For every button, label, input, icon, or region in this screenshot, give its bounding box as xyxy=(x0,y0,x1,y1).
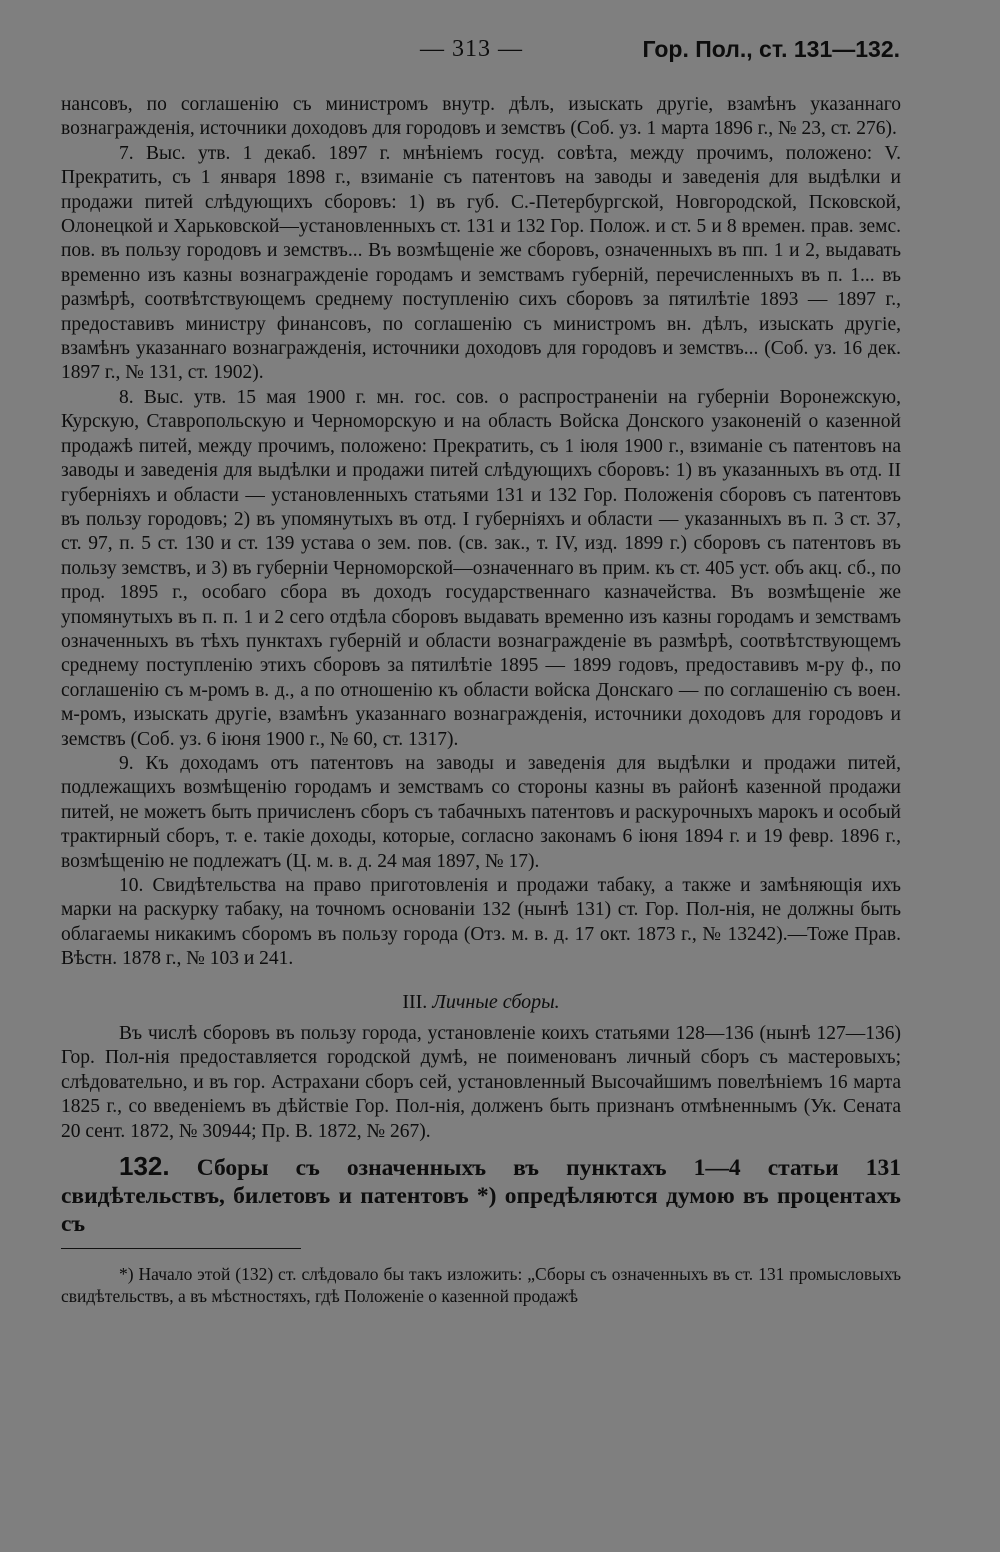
paragraph-10: 10. Свидѣтельства на право приготовленія и продажи табаку, а также и замѣняющія ихъ марки на раскурку табаку, на точномъ основаніи 132 (нынѣ 131) ст. Гор. Пол-нія, не должны быть облагаемы никакимъ сборомъ въ пользу города (Отз. м. в. д. 17 окт. 1873 г., № 13242).—Тоже Прав. Вѣстн. 1878 г., № 103 и 241. xyxy=(61,875,901,970)
paragraph-continuation: нансовъ, по соглашенію съ министромъ внутр. дѣлъ, изыскать другіе, взамѣнъ указаннаго вознагражденія, источники доходовъ для городовъ и земствъ (Соб. уз. 1 марта 1896 г., № 23, ст. 276). xyxy=(61,94,901,140)
footnote: *) Начало этой (132) ст. слѣдовало бы такъ изложить: „Сборы съ означенныхъ въ ст. 131 промысловыхъ свидѣтельствъ, а въ мѣстностяхъ, гдѣ Положеніе о казенной продажѣ xyxy=(61,1264,901,1307)
spacer xyxy=(61,972,901,980)
page-body xyxy=(61,93,901,1307)
section-title: Личные сборы. xyxy=(432,990,560,1013)
paragraph-9: 9. Къ доходамъ отъ патентовъ на заводы и заведенія для выдѣлки и продажи питей, подлежащихъ возмѣщенію городамъ и земствамъ со стороны казны въ районѣ казенной продажи питей, не можетъ быть причисленъ сборъ съ табачныхъ патентовъ и раскурочныхъ марокъ и особый трактирный сборъ, т. е. такіе доходы, которые, согласно законамъ 6 іюня 1894 г. и 19 февр. 1896 г., возмѣщенію не подлежатъ (Ц. м. в. д. 24 мая 1897, № 17). xyxy=(61,752,901,872)
footnote-divider xyxy=(61,1248,301,1249)
section-paragraph: Въ числѣ сборовъ въ пользу города, установленіе коихъ статьями 128—136 (нынѣ 127—136) Гор. Пол-нія предоставляется городской думѣ, не поименованъ личный сборъ съ мастеровыхъ; слѣдовательно, и въ гор. Астрахани сборъ сей, установленный Высочайшимъ повелѣніемъ 16 марта 1825 г., со введеніемъ въ дѣйствіе Гор. Пол-нія, долженъ быть признанъ отмѣненнымъ (Ук. Сената 20 сент. 1872, № 30944; Пр. В. 1872, № 267). xyxy=(61,1023,901,1142)
page-header xyxy=(60,36,900,66)
article-132 xyxy=(61,1152,901,1238)
page-number: — 313 — xyxy=(420,36,523,62)
section-heading xyxy=(61,990,901,1014)
paragraph-7: 7. Выс. утв. 1 декаб. 1897 г. мнѣніемъ госуд. совѣта, между прочимъ, положено: V. Прекратить, съ 1 января 1898 г., взиманіе съ патентовъ на заводы и заведенія для выдѣлки и продажи питей слѣдующихъ сборовъ: 1) въ губ. С.-Петербургской, Новгородской, Псковской, Олонецкой и Харьковской—установленныхъ ст. 131 и 132 Гор. Полож. и ст. 5 и 8 времен. прав. земс. пов. въ пользу городовъ и земствъ... Въ возмѣщеніе же сборовъ, означенныхъ въ пп. 1 и 2, выдавать временно изъ казны вознагражденіе городамъ и земствамъ губерній, перечисленныхъ въ п. 1... въ размѣрѣ, соотвѣтствующемъ среднему поступленію сихъ сборовъ за пятилѣтіе 1893 — 1897 г., предоставивъ министру финансовъ, по соглашенію съ министромъ вн. дѣлъ, изыскать другіе, взамѣнъ указаннаго вознагражденія, источники доходовъ для городовъ и земствъ... (Соб. уз. 16 дек. 1897 г., № 131, ст. 1902). xyxy=(61,142,901,384)
paragraph-8: 8. Выс. утв. 15 мая 1900 г. мн. гос. сов. о распространеніи на губерніи Воронежскую, Курскую, Ставропольскую и Черноморскую и на область Войска Донского узаконеній о казенной продажѣ питей, между прочимъ, положено: Прекратить, съ 1 іюля 1900 г., взиманіе съ патентовъ на заводы и заведенія для выдѣлки и продажи питей слѣдующихъ сборовъ: 1) въ указанныхъ въ отд. II губерніяхъ и области — установленныхъ статьями 131 и 132 Гор. Положенія сборовъ съ патентовъ въ пользу городовъ; 2) въ упомянутыхъ въ отд. I губерніяхъ и области — указанныхъ въ п. 3 ст. 37, ст. 97, п. 5 ст. 130 и ст. 139 устава о зем. пов. (св. зак., т. IV, изд. 1899 г.) сборовъ съ патентовъ въ пользу земствъ, и 3) въ губерніи Черноморской—означеннаго въ прим. къ ст. 405 уст. объ акц. сб., по прод. 1895 г., особаго сбора въ доходъ государственнаго казначейства. Въ возмѣщеніе же упомянутыхъ въ п. п. 1 и 2 сего отдѣла сборовъ выдавать временно изъ казны городамъ и земствамъ означенныхъ въ тѣхъ пунктахъ губерній и области вознагражденіе въ размѣрѣ, соотвѣтствующемъ среднему поступленію этихъ сборовъ за пятилѣтіе 1895 — 1899 годовъ, предоставивъ м-ру ф., по соглашенію съ м-ромъ в. д., а по отношенію къ области войска Донскаго — по соглашенію съ воен. м-ромъ, изыскать другіе, взамѣнъ указаннаго вознагражденія, источники доходовъ для городовъ и земствъ (Соб. уз. 6 іюня 1900 г., № 60, ст. 1317). xyxy=(61,386,901,750)
section-number: III. xyxy=(402,990,428,1013)
article-number: 132. xyxy=(119,1151,170,1182)
article-text: Сборы съ означенныхъ въ пунктахъ 1—4 статьи 131 свидѣтельствъ, билетовъ и патентовъ *) опредѣляются думою въ процентахъ съ xyxy=(61,1155,902,1238)
running-head: Гор. Пол., ст. 131—132. xyxy=(642,36,900,62)
